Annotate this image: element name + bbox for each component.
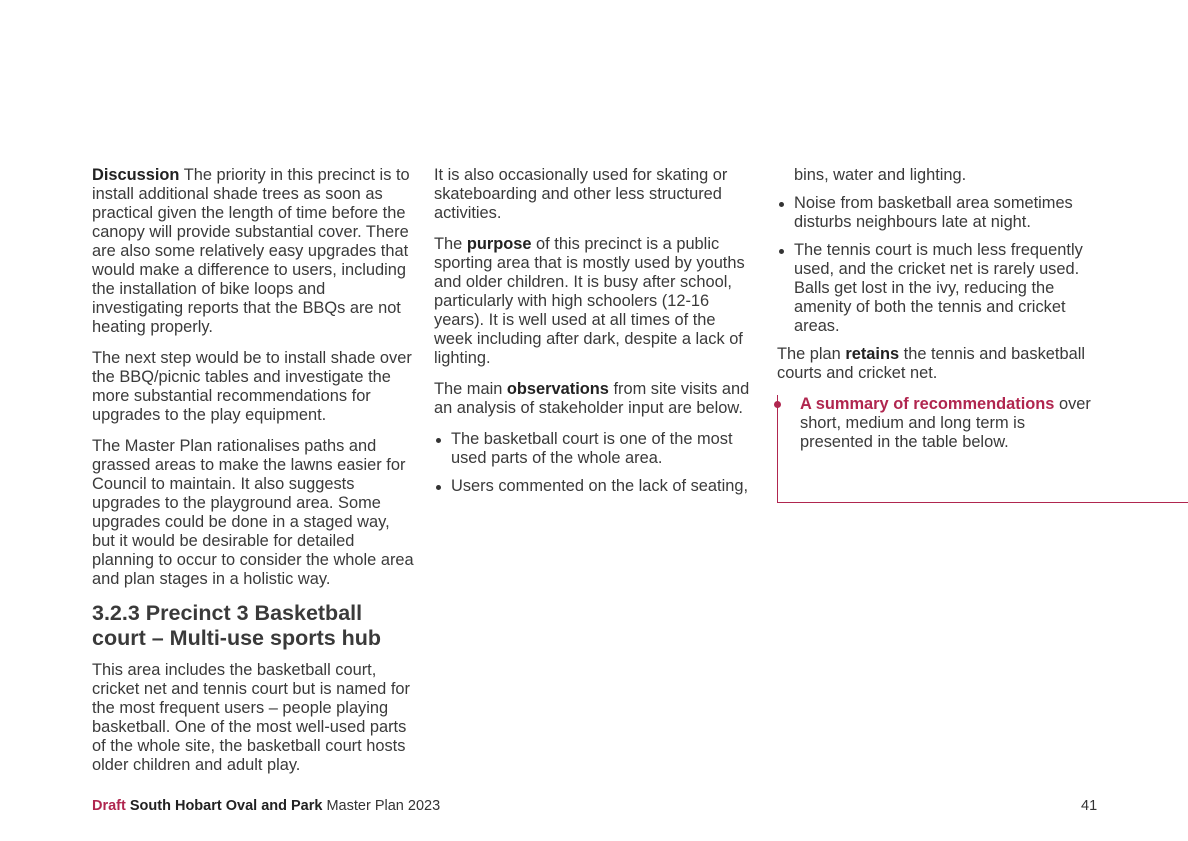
master-plan-paragraph: The Master Plan rationalises paths and grassed areas to make the lawns easier for Council to maintain. It also suggests upgrades to the playground area. Some upgrades could be done in a staged way, but it would be desirable for detailed planning to occur to consider the whole area and plan stages in a holistic way. xyxy=(92,437,414,588)
callout-dot-icon xyxy=(774,401,781,408)
callout-text-block xyxy=(778,395,1100,452)
footer xyxy=(92,797,440,815)
retains-paragraph xyxy=(777,345,1099,383)
footer-site-name: South Hobart Oval and Park xyxy=(129,798,323,814)
skating-paragraph: It is also occasionally used for skating or skateboarding and other less structured activities. xyxy=(434,166,728,222)
list-item: Users commented on the lack of seating, xyxy=(434,477,756,496)
list-item: Noise from basketball area sometimes disturbs neighbours late at night. xyxy=(777,194,1099,232)
list-item: The basketball court is one of the most used parts of the whole area. xyxy=(434,430,756,468)
list-item: The tennis court is much less frequently used, and the cricket net is rarely used. Balls get lost in the ivy, reducing the amenity of both the tennis and cricket areas. xyxy=(777,241,1099,336)
observations-text: from site visits and an analysis of stakeholder input are below. xyxy=(434,380,750,417)
observations-list xyxy=(434,430,756,496)
discussion-paragraph xyxy=(92,166,414,337)
discussion-text: The priority in this precinct is to install additional shade trees as soon as practical given the length of time before the canopy will provide substantial cover. There are also some relatively easy upgrades that would make a difference to users, including the installation of bike loops and investigating reports that the BBQs are not heating properly. xyxy=(92,166,410,336)
retains-prefix: The plan xyxy=(777,345,846,363)
column-3 xyxy=(777,166,1099,503)
callout-text: over short, medium and long term is presented in the table below. xyxy=(800,395,1091,451)
observations-prefix: The main xyxy=(434,380,507,398)
retains-label: retains xyxy=(845,345,900,363)
recommendations-callout xyxy=(777,395,1188,503)
footer-draft: Draft xyxy=(92,798,126,814)
callout-label: A summary of recommendations xyxy=(800,395,1055,413)
shade-paragraph: The next step would be to install shade over the BBQ/picnic tables and investigate the more substantial recommendations for upgrades to the play equipment. xyxy=(92,349,412,424)
column-1 xyxy=(92,166,414,787)
page-number: 41 xyxy=(1081,798,1098,814)
list-item-continued: bins, water and lighting. xyxy=(794,166,967,184)
purpose-text: of this precinct is a public sporting area that is mostly used by youths and older children. It is busy after school, particularly with high schoolers (12-16 years). It is well used at all times of the week including after dark, despite a lack of lighting. xyxy=(434,235,745,367)
observations-paragraph xyxy=(434,380,756,418)
observations-label: observations xyxy=(506,380,609,398)
purpose-label: purpose xyxy=(466,235,532,253)
observations-list-continued xyxy=(777,166,1099,336)
area-description-paragraph: This area includes the basketball court, cricket net and tennis court but is named for the most frequent users – people playing basketball. One of the most well-used parts of the whole site, the basketball court hosts older children and adult play. xyxy=(92,661,410,774)
purpose-paragraph xyxy=(434,235,756,368)
discussion-label: Discussion xyxy=(92,166,180,184)
section-heading: 3.2.3 Precinct 3 Basketball court – Multi-use sports hub xyxy=(92,601,382,650)
purpose-prefix: The xyxy=(434,235,467,253)
footer-document-name: Master Plan 2023 xyxy=(322,798,441,814)
column-2 xyxy=(434,166,756,505)
retains-text: the tennis and basketball courts and cricket net. xyxy=(777,345,1085,382)
